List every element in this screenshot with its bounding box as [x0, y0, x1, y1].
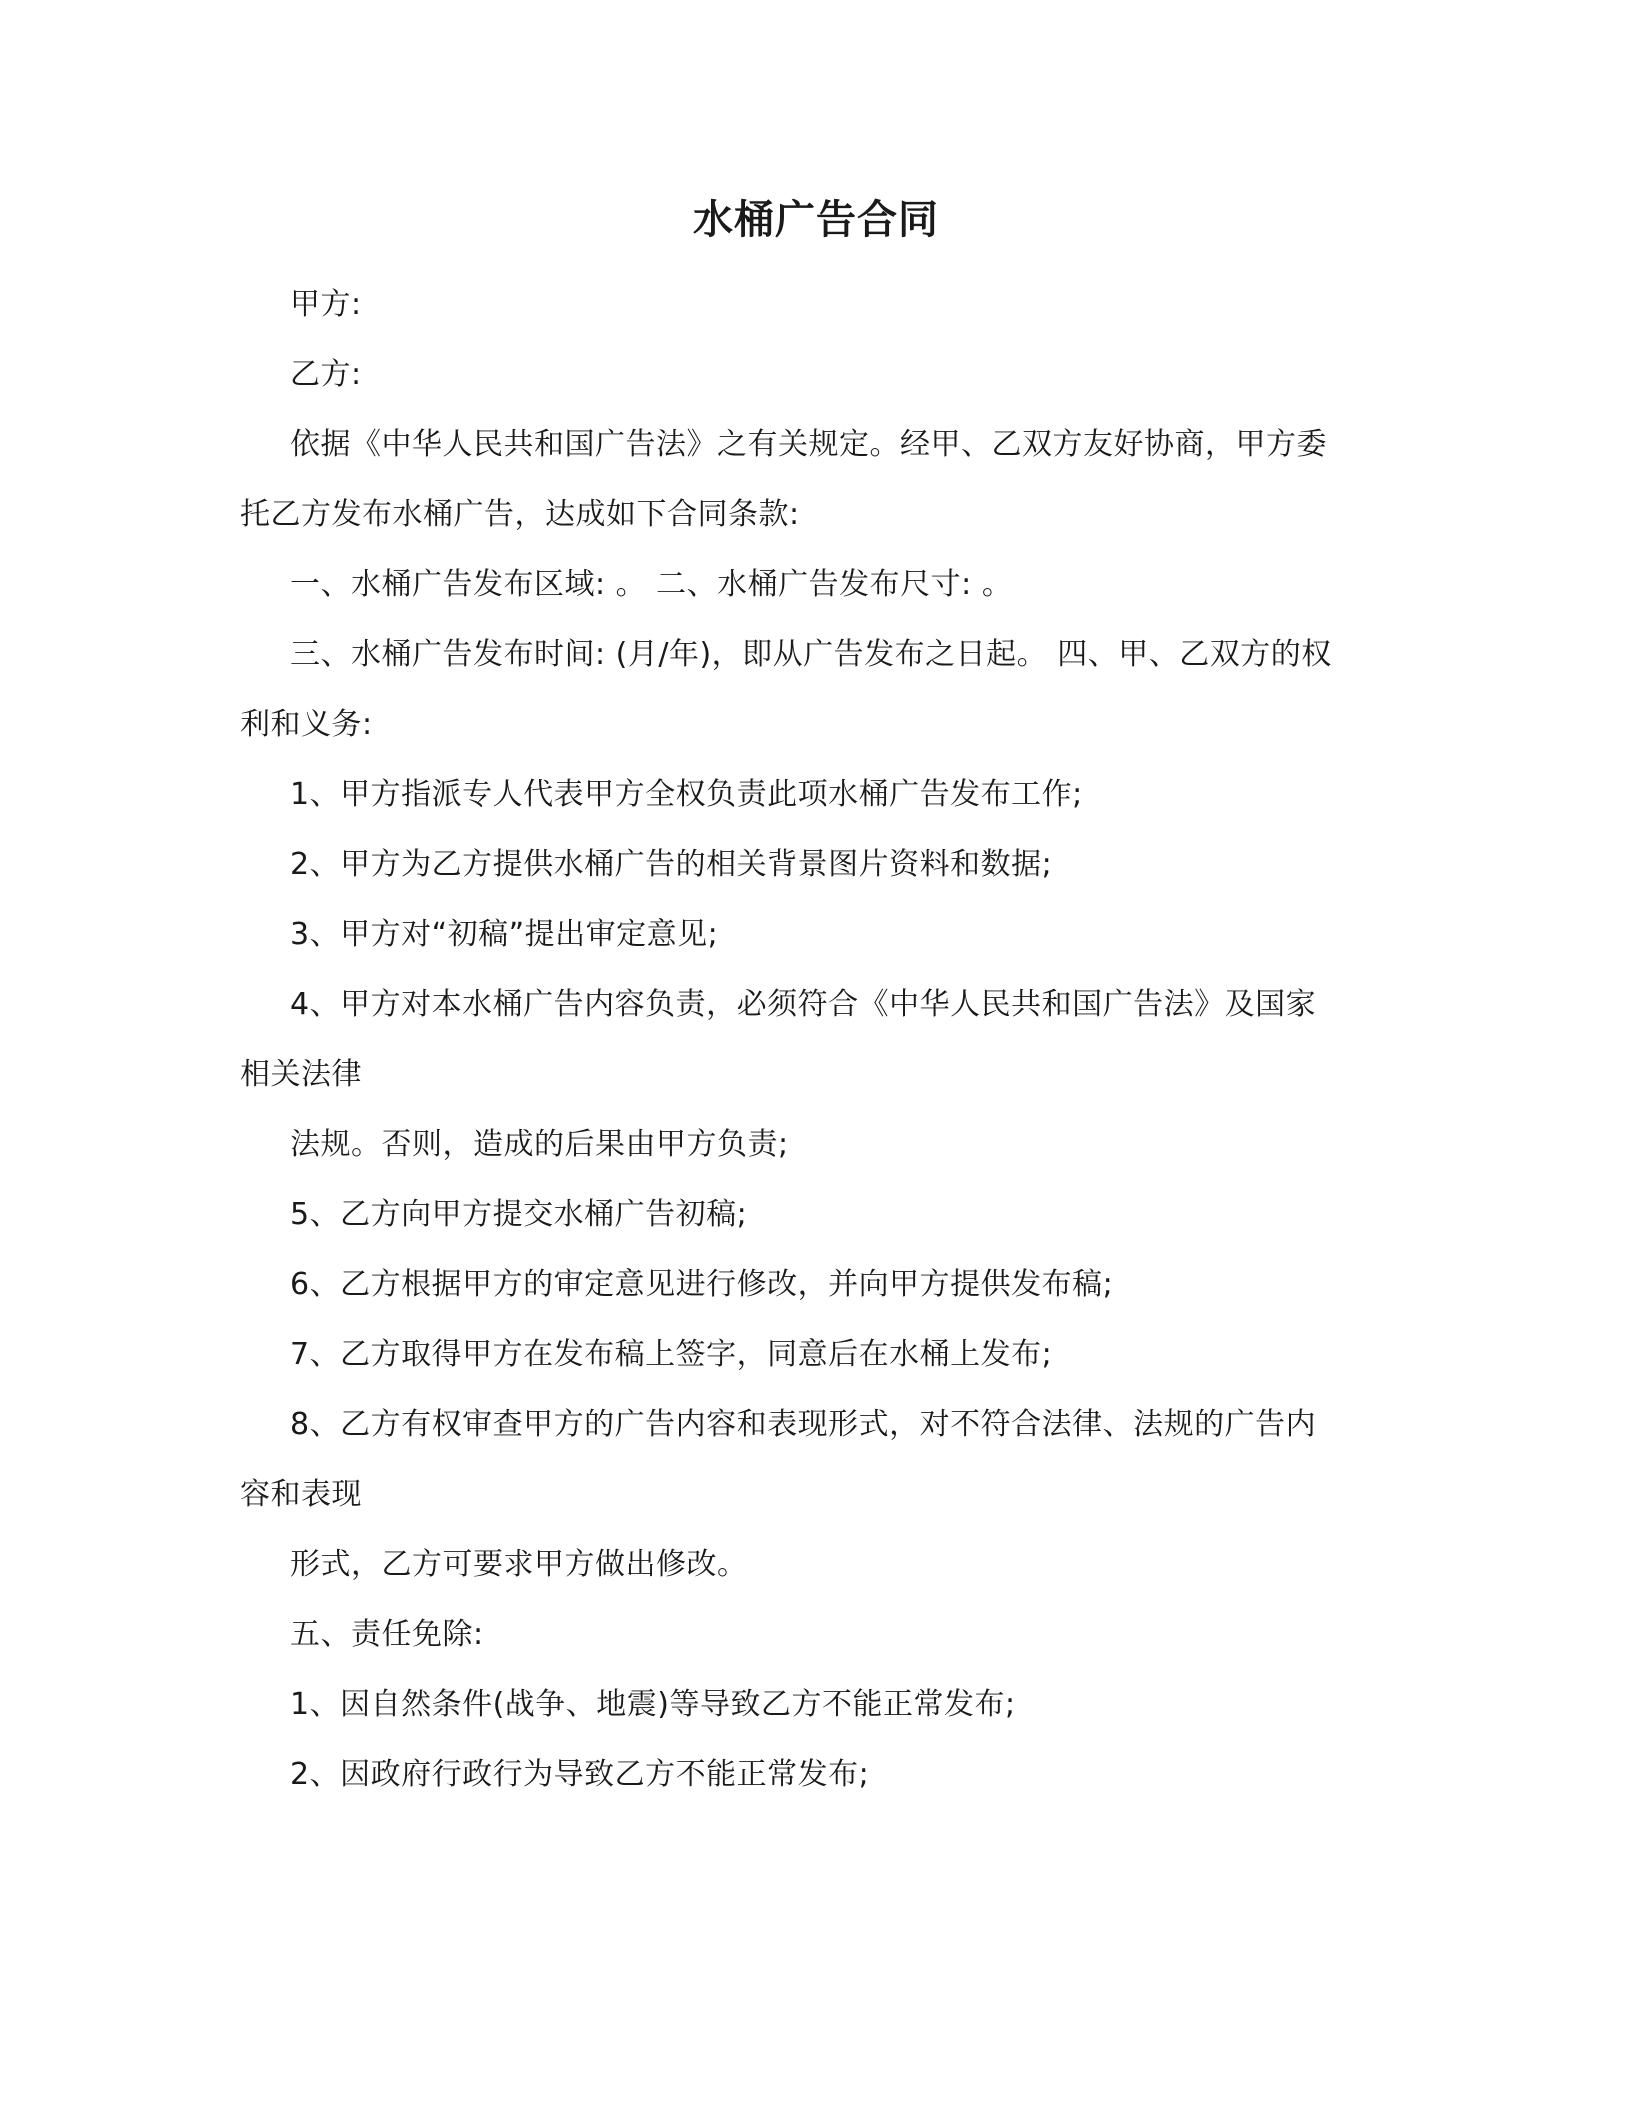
clause-item: 2、甲方为乙方提供水桶广告的相关背景图片资料和数据;: [290, 847, 1053, 882]
clause-item: 6、乙方根据甲方的审定意见进行修改，并向甲方提供发布稿;: [290, 1267, 1114, 1302]
clause-item: 相关法律: [240, 1057, 362, 1092]
paragraph-line: 托乙方发布水桶广告，达成如下合同条款:: [240, 497, 800, 532]
clause-item: 5、乙方向甲方提交水桶广告初稿;: [290, 1197, 748, 1232]
clause-line: 利和义务:: [240, 707, 373, 742]
clause-item: 7、乙方取得甲方在发布稿上签字，同意后在水桶上发布;: [290, 1337, 1053, 1372]
document-body: [240, 270, 1370, 1810]
clause-item: 形式，乙方可要求甲方做出修改。: [290, 1547, 748, 1582]
clause-item: 4、甲方对本水桶广告内容负责，必须符合《中华人民共和国广告法》及国家: [290, 987, 1317, 1022]
clause-line: 三、水桶广告发布时间: (月/年)，即从广告发布之日起。 四、甲、乙双方的权: [290, 637, 1332, 672]
clause-item: 1、甲方指派专人代表甲方全权负责此项水桶广告发布工作;: [290, 777, 1083, 812]
clause-item: 容和表现: [240, 1477, 362, 1512]
party-a-line: 甲方:: [290, 287, 362, 322]
clause-item: 1、因自然条件(战争、地震)等导致乙方不能正常发布;: [290, 1687, 1016, 1722]
clause-item: 法规。否则，造成的后果由甲方负责;: [290, 1127, 789, 1162]
clause-item: 3、甲方对“初稿”提出审定意见;: [290, 917, 719, 952]
clause-item: 8、乙方有权审查甲方的广告内容和表现形式，对不符合法律、法规的广告内: [290, 1407, 1317, 1442]
clause-item: 2、因政府行政行为导致乙方不能正常发布;: [290, 1757, 870, 1792]
paragraph-line: 依据《中华人民共和国广告法》之有关规定。经甲、乙双方友好协商，甲方委: [290, 427, 1327, 462]
party-b-line: 乙方:: [290, 357, 362, 392]
document-title: 水桶广告合同: [693, 197, 939, 243]
section-heading: 五、责任免除:: [290, 1617, 484, 1652]
clause-line: 一、水桶广告发布区域: 。 二、水桶广告发布尺寸: 。: [290, 567, 1013, 602]
